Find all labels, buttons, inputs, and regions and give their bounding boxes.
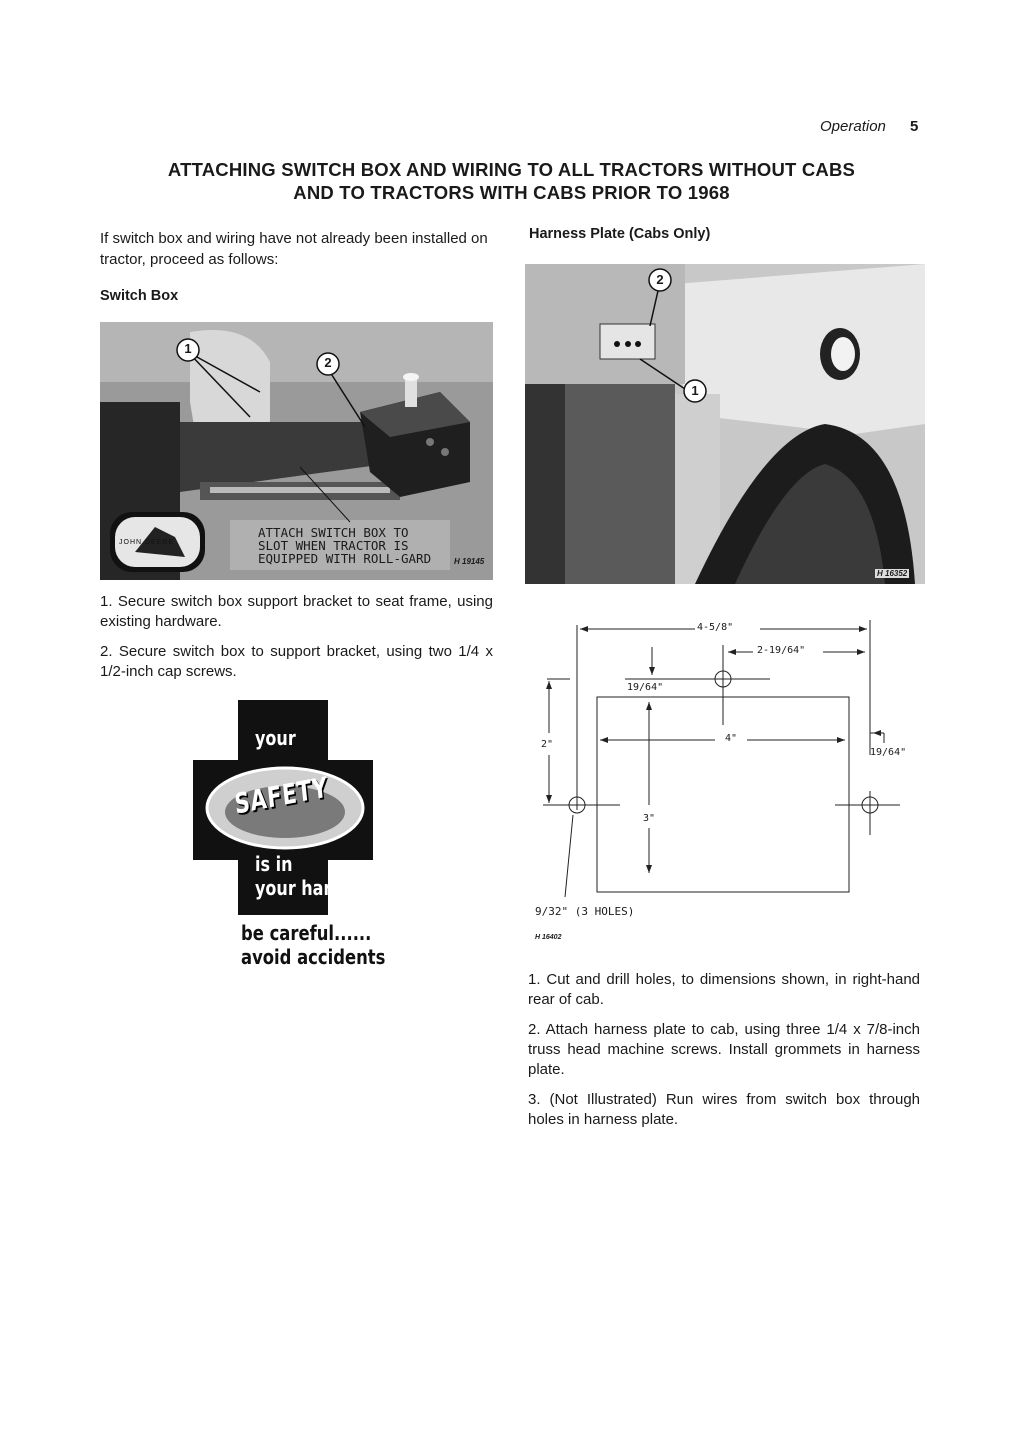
harness-step-1: 1. Cut and drill holes, to dimensions shown, in right-hand rear of cab. [528,971,920,1008]
section-name: Operation [820,118,886,135]
harness-plate-steps [528,970,920,1140]
hole-dimension-drawing [525,615,925,950]
harness-plate-photo [525,264,925,584]
title-line-2: AND TO TRACTORS WITH CABS PRIOR TO 1968 [293,182,730,203]
dim-top-offset: 19/64" [627,682,664,693]
switch-box-photo [100,322,493,580]
photo-caption-line-2: SLOT WHEN TRACTOR IS [258,538,409,553]
dim-holes-note: 9/32" (3 HOLES) [535,905,635,918]
switch-step-2: 2. Secure switch box to support bracket, using two 1/4 x 1/2-inch cap screws. [100,643,493,680]
switch-box-steps [100,592,493,692]
harness-plate-heading: Harness Plate (Cabs Only) [529,226,711,242]
dim-plate-height: 3" [643,813,656,824]
harness-callout-2: 2 [656,272,664,287]
slogan-line-1: be careful...... [241,921,372,945]
safety-word-is-in: is in [255,852,293,876]
page-title [60,158,963,204]
dim-right-offset: 2-19/64" [757,645,806,656]
switch-step-1: 1. Secure switch box support bracket to seat frame, using existing hardware. [100,593,493,630]
harness-step-2: 2. Attach harness plate to cab, using three 1/4 x 7/8-inch truss head machine screws. Install grommets in harness plate. [528,1021,920,1078]
safety-word-your-hands: your hands [255,876,356,900]
safety-slogan [241,921,385,969]
intro-text: If switch box and wiring have not already been installed on tractor, proceed as follows: [100,230,488,268]
safety-word-safety: SAFETY [233,770,330,821]
dim-side-offset: 19/64" [870,747,907,758]
harness-callout-1: 1 [691,383,699,398]
harness-step-3: 3. (Not Illustrated) Run wires from switch box through holes in harness plate. [528,1091,920,1128]
photo-caption-line-1: ATTACH SWITCH BOX TO [258,525,409,540]
decal-text: JOHN DEERE [119,539,175,546]
photo-ref: H 19145 [454,557,485,566]
harness-photo-ref: H 16352 [877,569,908,578]
title-line-1: ATTACHING SWITCH BOX AND WIRING TO ALL TRACTORS WITHOUT CABS [167,159,856,180]
page-number: 5 [910,118,919,135]
photo-caption [258,526,431,565]
dim-total-width: 4-5/8" [697,622,734,633]
drawing-ref: H 16402 [535,934,562,941]
slogan-line-2: avoid accidents [241,945,386,969]
dim-plate-width: 4" [725,733,738,744]
photo-caption-line-3: EQUIPPED WITH ROLL-GARD [258,551,432,566]
safety-word-your: your [255,726,296,750]
callout-2: 2 [324,355,332,370]
callout-1: 1 [184,341,192,356]
dim-left-height: 2" [541,739,554,750]
switch-box-heading: Switch Box [100,288,179,304]
